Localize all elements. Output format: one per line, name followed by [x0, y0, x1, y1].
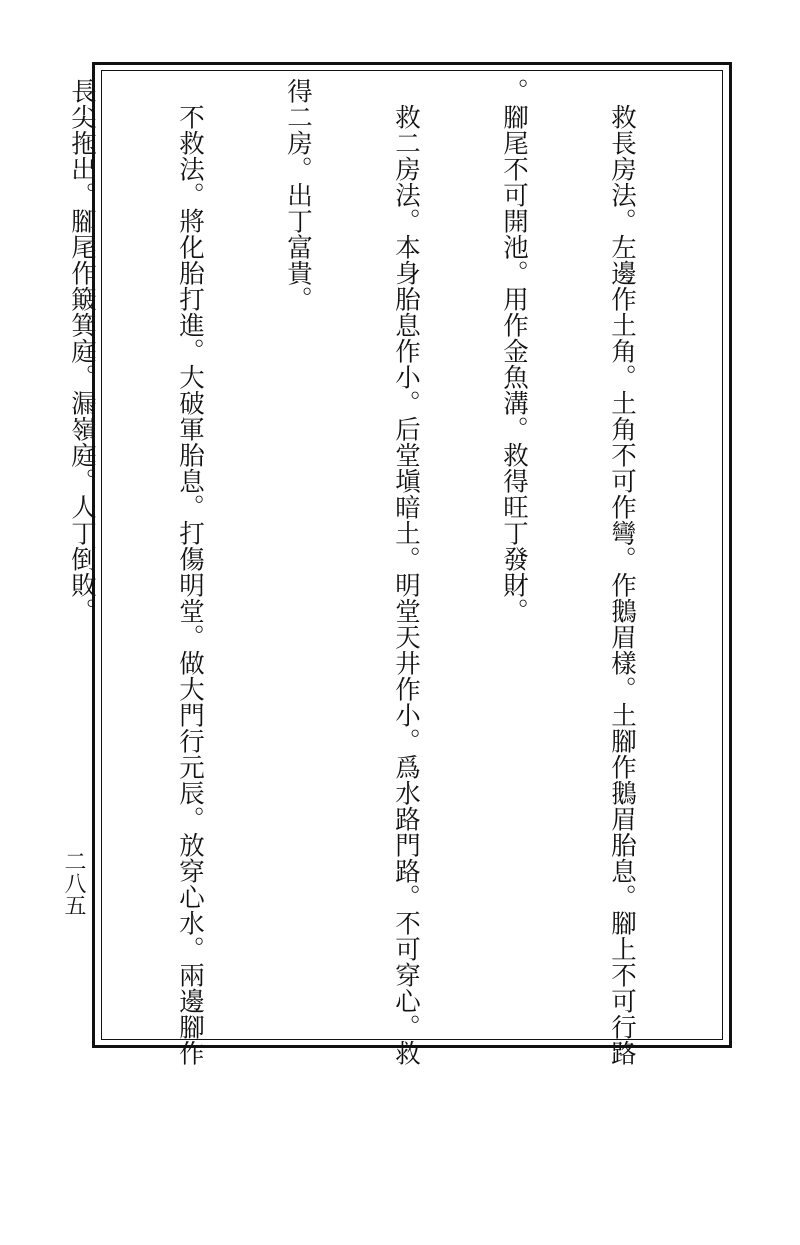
- text-column: 。腳尾不可開池。用作金魚溝。救得旺丁發財。: [499, 78, 529, 624]
- page-number: 二八五: [61, 850, 86, 916]
- text-column: 救二房法。本身胎息作小。后堂塡暗土。明堂天井作小。爲水路門路。不可穿心。救: [391, 78, 421, 1066]
- text-column: 救長房法。左邊作土角。土角不可作彎。作鵝眉樣。土腳作鵝眉胎息。腳上不可行路: [607, 78, 637, 1066]
- text-column: 長尖拖出。腳尾作簸箕庭。漏嶺庭。人丁倒敗。: [67, 78, 97, 624]
- text-column: 得二房。出丁富貴。: [283, 78, 313, 312]
- text-column: 不救法。將化胎打進。大破軍胎息。打傷明堂。做大門行元辰。放穿心水。兩邊腳作: [175, 78, 205, 1066]
